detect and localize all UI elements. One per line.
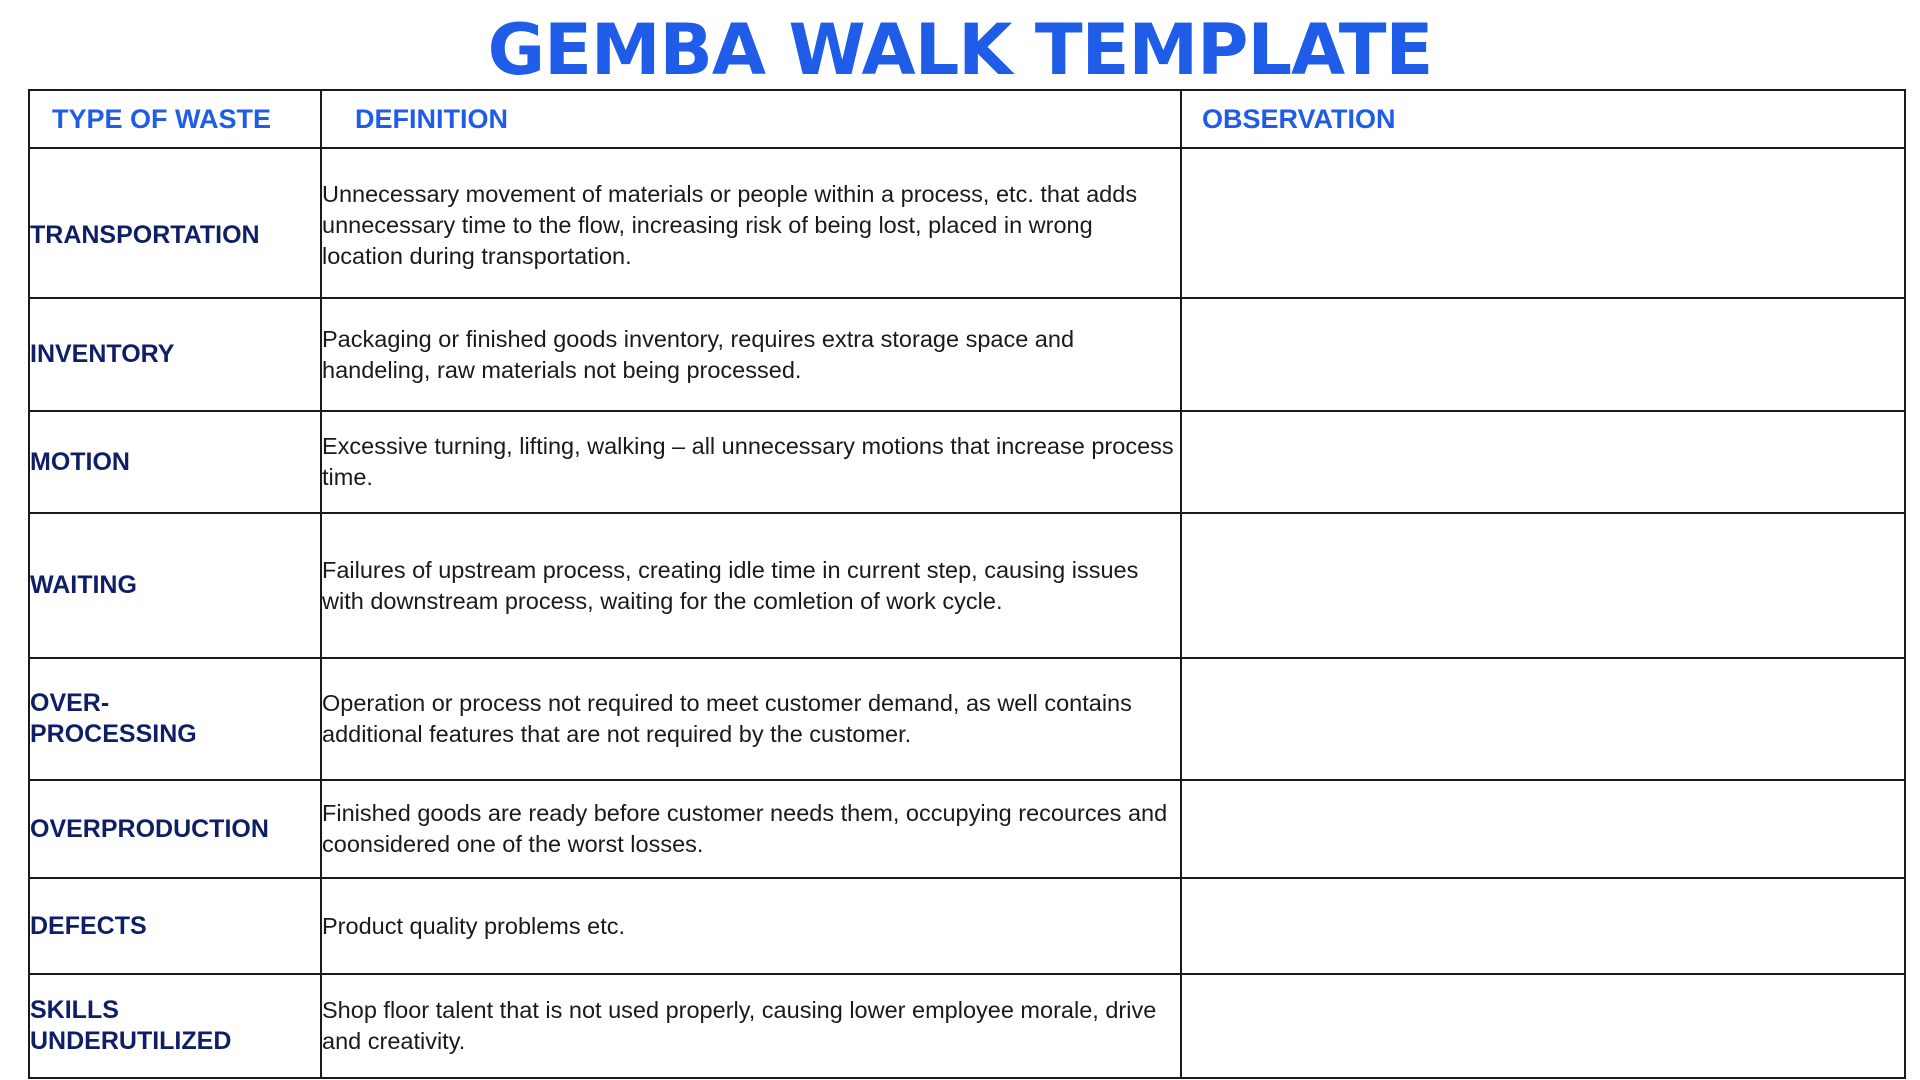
table-header-row [29,90,1905,148]
waste-type-cell: OVER- PROCESSING [29,658,321,780]
definition-cell: Packaging or finished goods inventory, requires extra storage space and handeling, raw materials not being processed. [321,298,1181,411]
table-row-defects [29,878,1905,974]
definition-cell: Operation or process not required to meet customer demand, as well contains additional features that are not required by the customer. [321,658,1181,780]
observation-field[interactable] [1181,974,1905,1078]
table-row-overproduction [29,780,1905,878]
waste-type-cell: MOTION [29,411,321,513]
table-row-waiting [29,513,1905,658]
column-header-observation: OBSERVATION [1181,90,1905,148]
waste-type-cell: WAITING [29,513,321,658]
waste-type-cell: SKILLS UNDERUTILIZED [29,974,321,1078]
definition-cell: Product quality problems etc. [321,878,1181,974]
page-title: GEMBA WALK TEMPLATE [487,9,1433,91]
definition-cell: Unnecessary movement of materials or people within a process, etc. that adds unnecessary time to the flow, increasing risk of being lost, placed in wrong location during transportation. [321,148,1181,298]
observation-field[interactable] [1181,878,1905,974]
table-row-transportation [29,148,1905,298]
observation-field[interactable] [1181,148,1905,298]
table-row-over-processing [29,658,1905,780]
observation-field[interactable] [1181,658,1905,780]
definition-cell: Excessive turning, lifting, walking – all unnecessary motions that increase process time. [321,411,1181,513]
definition-cell: Failures of upstream process, creating idle time in current step, causing issues with downstream process, waiting for the comletion of work cycle. [321,513,1181,658]
waste-type-cell: DEFECTS [29,878,321,974]
definition-cell: Shop floor talent that is not used properly, causing lower employee morale, drive and creativity. [321,974,1181,1078]
gemba-walk-table [28,89,1906,1079]
table-row-motion [29,411,1905,513]
table-row-inventory [29,298,1905,411]
waste-type-cell: TRANSPORTATION [29,148,321,298]
observation-field[interactable] [1181,780,1905,878]
column-header-definition: DEFINITION [321,90,1181,148]
observation-field[interactable] [1181,411,1905,513]
table-row-skills-underutilized [29,974,1905,1078]
waste-type-cell: OVERPRODUCTION [29,780,321,878]
column-header-type-of-waste: TYPE OF WASTE [29,90,321,148]
observation-field[interactable] [1181,513,1905,658]
definition-cell: Finished goods are ready before customer needs them, occupying recources and coonsidered one of the worst losses. [321,780,1181,878]
waste-type-cell: INVENTORY [29,298,321,411]
observation-field[interactable] [1181,298,1905,411]
